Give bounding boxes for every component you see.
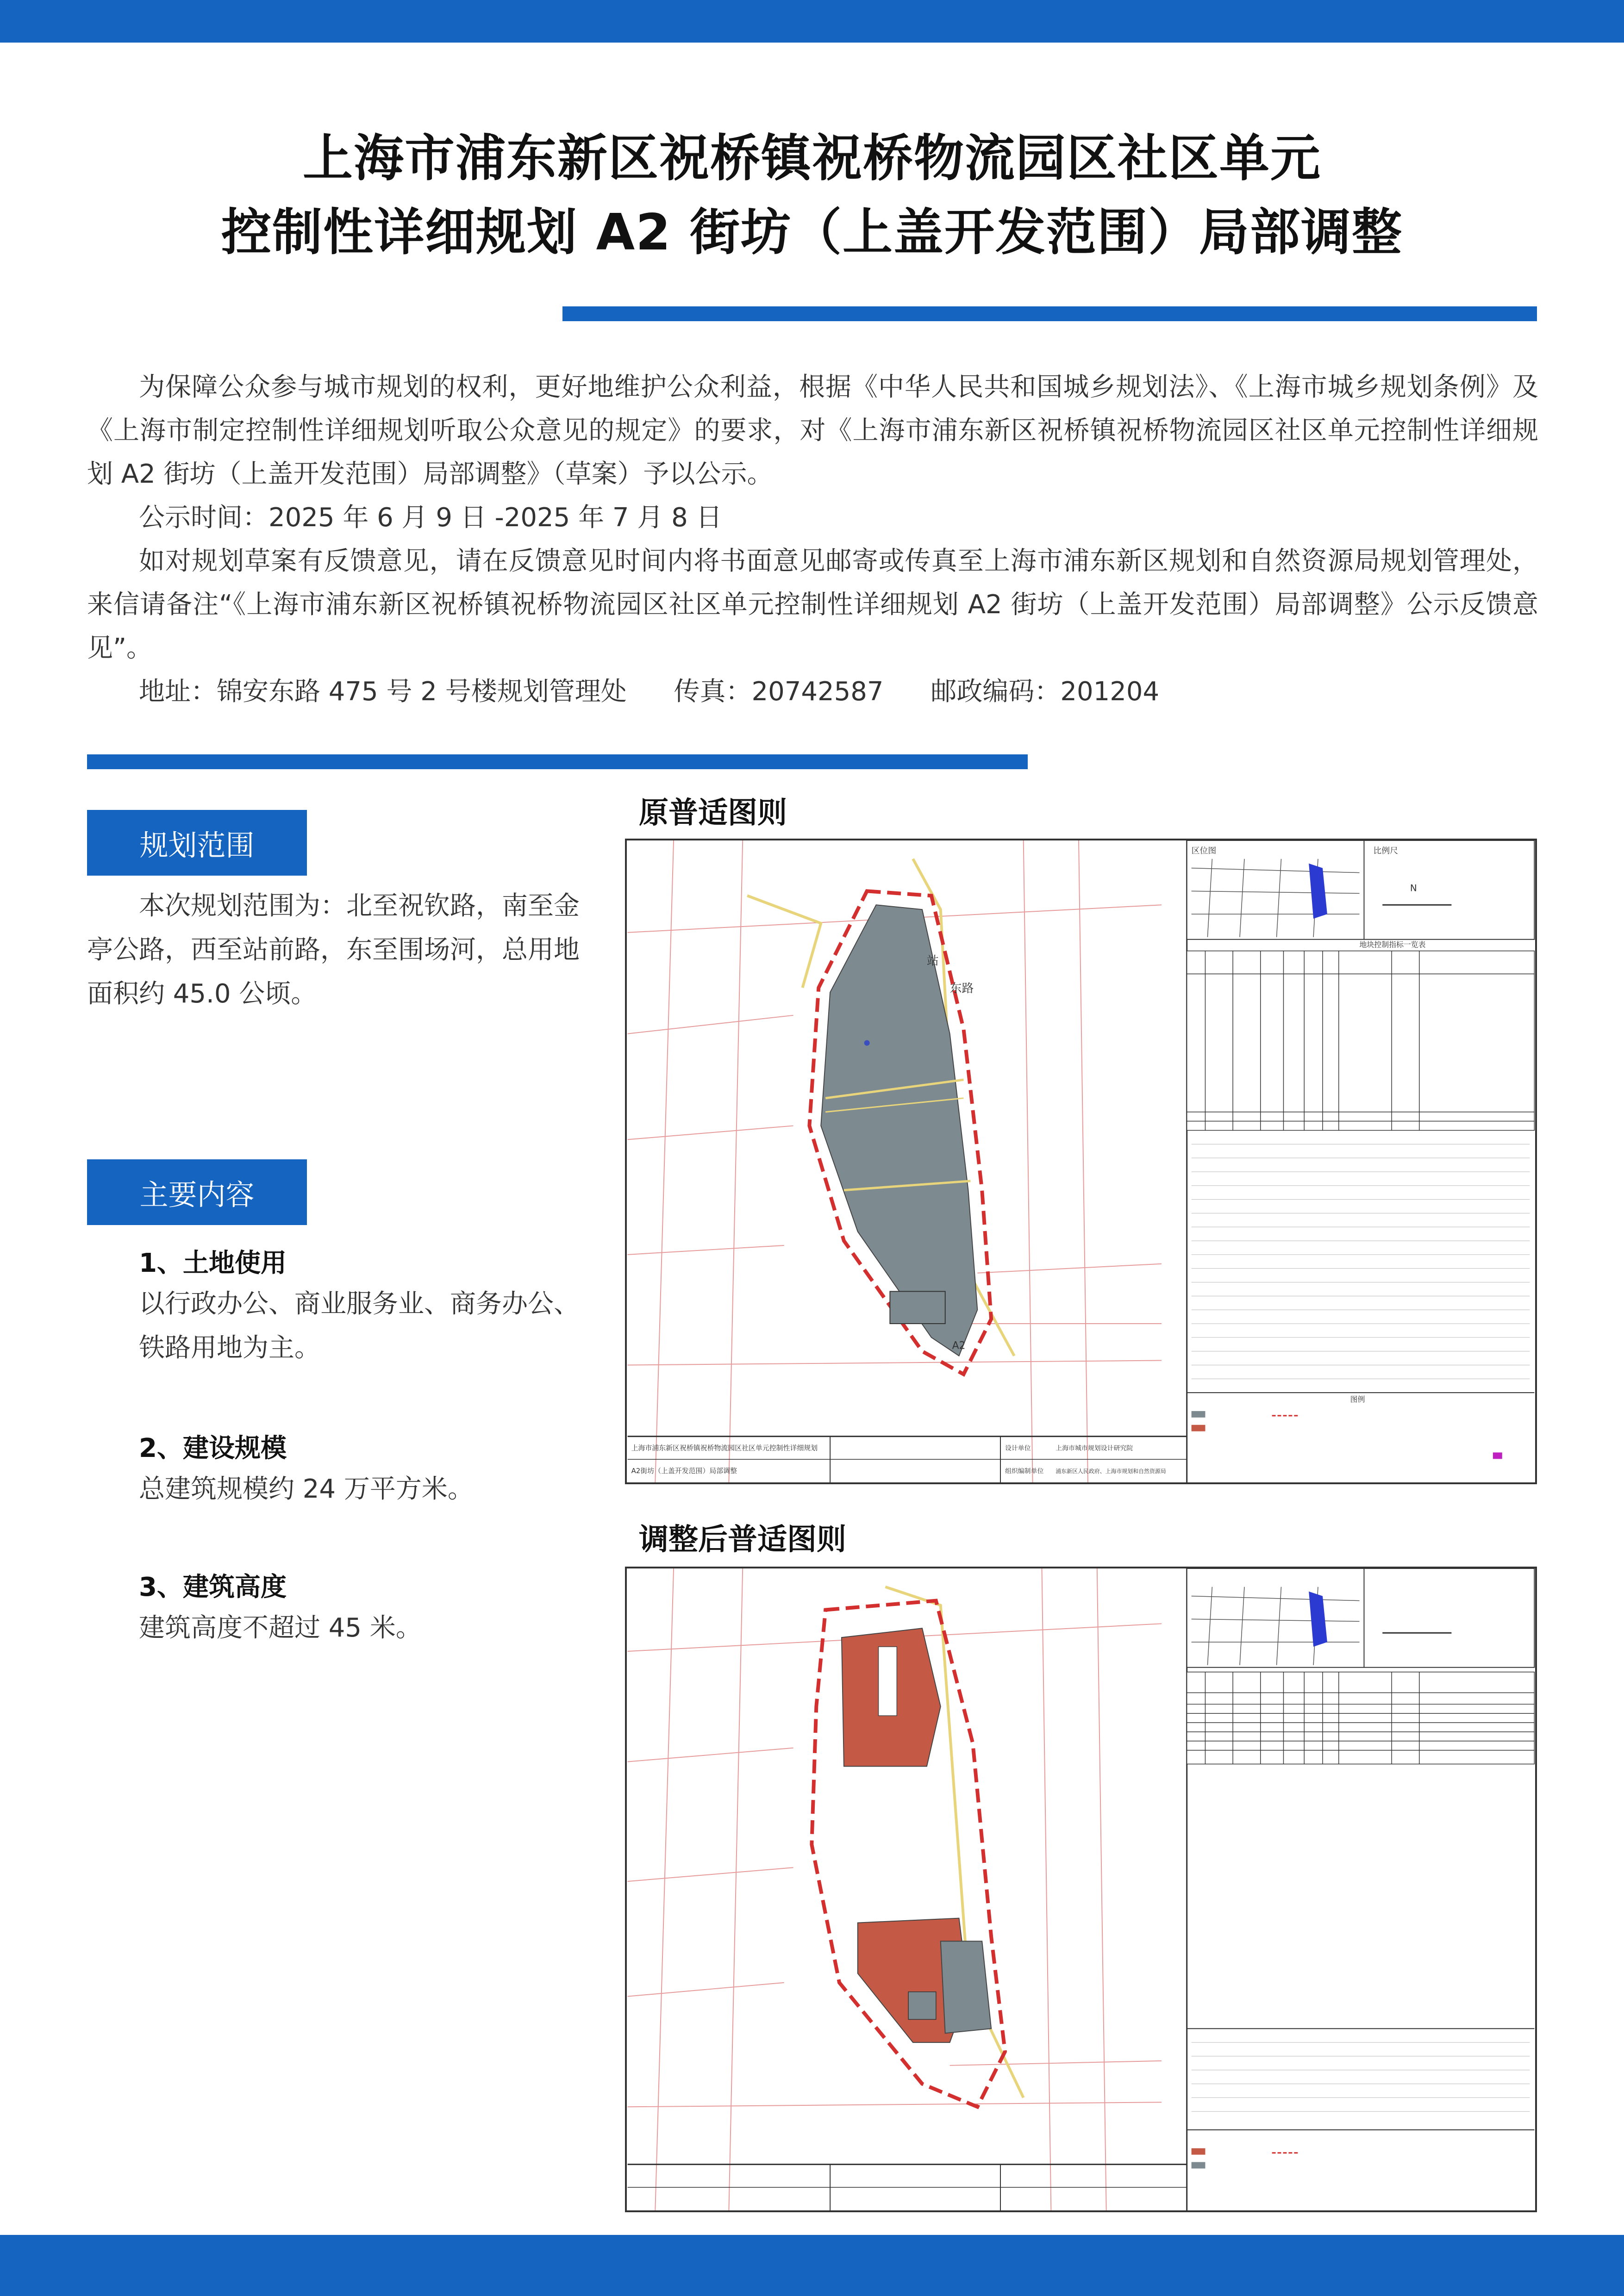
main-content-tag: 主要内容 [87, 1159, 307, 1225]
intro-divider [87, 754, 1028, 769]
scale-body: 总建筑规模约 24 万平方米。 [139, 1474, 474, 1504]
road-label: 站 [926, 954, 939, 968]
intro-section [87, 366, 1538, 714]
drawing-footer-title: 上海市浦东新区祝桥镇祝桥物流园区社区单元控制性详细规划 [631, 1444, 818, 1452]
adjusted-map-title: 调整后普适图则 [639, 1523, 846, 1557]
scale-label: 比例尺 [1373, 846, 1398, 856]
indicator-table-title: 地块控制指标一览表 [1359, 940, 1426, 949]
design-unit-label: 设计单位 [1005, 1444, 1031, 1452]
location-map-label: 区位图 [1191, 846, 1217, 856]
height-heading: 3、建筑高度 [139, 1572, 287, 1602]
contact-fax: 传真：20742587 [674, 677, 884, 707]
contact-postcode: 邮政编码：201204 [931, 677, 1160, 707]
scale-heading: 2、建设规模 [139, 1433, 287, 1463]
intro-paragraph: 为保障公众参与城市规划的权利，更好地维护公众利益，根据《中华人民共和国城乡规划法》、《上海市城乡规划条例》及《上海市制定控制性详细规划听取公众意见的规定》的要求，对《上海市浦东新区祝桥镇祝桥物流园区社区单元控制性详细规划 A2 街坊（上盖开发范围）局部调整》（草案）予以公示。 [87, 372, 1538, 489]
land-use-heading: 1、土地使用 [139, 1248, 287, 1278]
drawing-footer-subtitle: A2街坊（上盖开发范围）局部调整 [631, 1467, 737, 1475]
notice-period: 公示时间：2025 年 6 月 9 日 -2025 年 7 月 8 日 [139, 503, 722, 533]
org-unit-name: 浦东新区人民政府、上海市规划和自然资源局 [1056, 1468, 1166, 1475]
adjusted-plan-drawing [625, 1567, 1537, 2212]
road-label-east: 东路 [949, 982, 974, 996]
svg-text:N: N [1410, 883, 1417, 894]
contact-address: 地址：锦安东路 475 号 2 号楼规划管理处 [139, 677, 627, 707]
design-unit-name: 上海市城市规划设计研究院 [1056, 1444, 1133, 1452]
top-banner [0, 0, 1624, 43]
feedback-paragraph: 如对规划草案有反馈意见，请在反馈意见时间内将书面意见邮寄或传真至上海市浦东新区规划和自然资源局规划管理处，来信请备注“《上海市浦东新区祝桥镇祝桥物流园区社区单元控制性详细规划 A2 街坊（上盖开发范围）局部调整》公示反馈意见”。 [87, 546, 1538, 663]
original-map-title: 原普适图则 [639, 796, 787, 830]
land-use-body: 以行政办公、商业服务业、商务办公、铁路用地为主。 [139, 1289, 580, 1363]
height-body: 建筑高度不超过 45 米。 [139, 1613, 422, 1643]
bottom-banner [0, 2235, 1624, 2296]
scope-text: 本次规划范围为：北至祝钦路，南至金亭公路，西至站前路，东至围场河，总用地面积约 45.0 公顷。 [87, 891, 580, 1009]
contact-line [87, 670, 1538, 714]
title-divider [562, 306, 1537, 321]
org-unit-label: 组织编制单位 [1005, 1468, 1044, 1475]
page-title-line1: 上海市浦东新区祝桥镇祝桥物流园区社区单元 [302, 130, 1321, 187]
legend-title: 图例 [1350, 1395, 1365, 1404]
original-plan-drawing [625, 839, 1537, 1484]
page-title-line2: 控制性详细规划 A2 街坊（上盖开发范围）局部调整 [221, 204, 1403, 261]
block-code-label: A2 [952, 1340, 966, 1352]
scope-tag: 规划范围 [87, 810, 307, 876]
